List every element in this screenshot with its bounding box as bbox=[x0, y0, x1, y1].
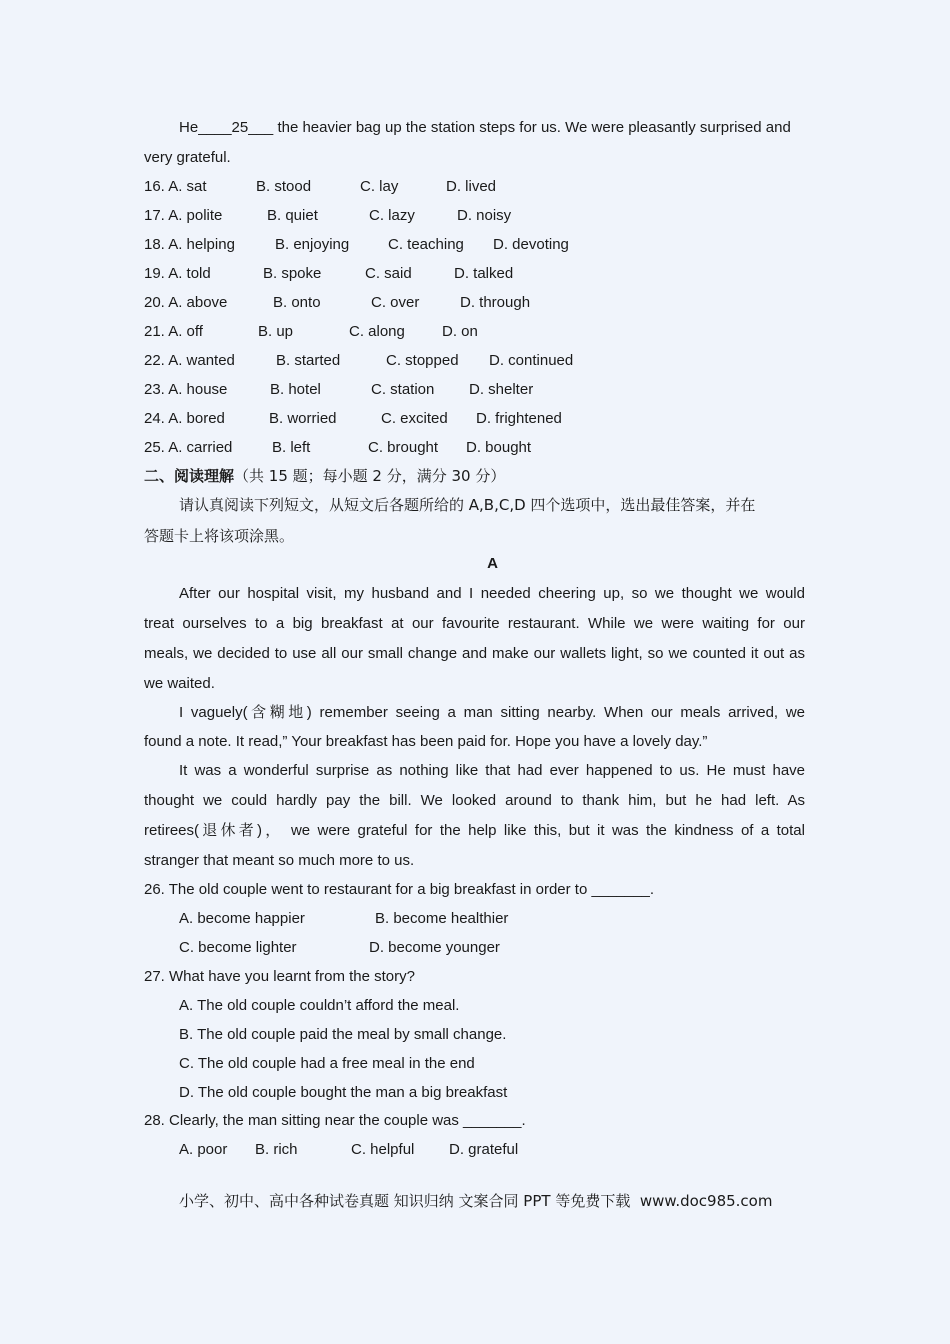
q22-d: D. continued bbox=[489, 352, 574, 369]
q19-b: B. spoke bbox=[263, 265, 322, 282]
question-26: 26. The old couple went to restaurant for a big breakfast in order to _______. bbox=[144, 881, 655, 898]
footer bbox=[179, 1191, 772, 1211]
instructions-line-1: 请认真阅读下列短文，从短文后各题所给的 A,B,C,D 四个选项中，选出最佳答案，并在 bbox=[179, 496, 756, 514]
intro-line-2: very grateful. bbox=[144, 149, 231, 166]
q19-c: C. said bbox=[365, 265, 412, 282]
q18-b: B. enjoying bbox=[275, 236, 350, 253]
q16-d: D. lived bbox=[446, 178, 497, 195]
q28-option-b: B. rich bbox=[255, 1141, 298, 1158]
passage-p1-line-4: we waited. bbox=[144, 675, 215, 692]
q25-c: C. brought bbox=[368, 439, 439, 456]
q25-a: 25. A. carried bbox=[144, 439, 233, 456]
q27-option-c: C. The old couple had a free meal in the end bbox=[179, 1055, 475, 1072]
q26-option-a: A. become happier bbox=[179, 910, 305, 927]
q22-c: C. stopped bbox=[386, 352, 459, 369]
q24-d: D. frightened bbox=[476, 410, 562, 427]
q21-d: D. on bbox=[442, 323, 478, 340]
q23-d: D. shelter bbox=[469, 381, 534, 398]
q19-d: D. talked bbox=[454, 265, 514, 282]
passage-p1-line-2: treat ourselves to a big breakfast at our favourite restaurant. While we were waiting for our bbox=[144, 615, 805, 632]
q20-c: C. over bbox=[371, 294, 420, 311]
q28-option-a: A. poor bbox=[179, 1141, 228, 1158]
q18-a: 18. A. helping bbox=[144, 236, 235, 253]
q27-option-d: D. The old couple bought the man a big breakfast bbox=[179, 1084, 508, 1101]
q25-d: D. bought bbox=[466, 439, 532, 456]
intro-line-1: He____25___ the heavier bag up the station steps for us. We were pleasantly surprised and bbox=[179, 119, 791, 136]
q23-a: 23. A. house bbox=[144, 381, 228, 398]
q17-c: C. lazy bbox=[369, 207, 415, 224]
passage-p1-line-1: After our hospital visit, my husband and I needed cheering up, so we thought we would bbox=[179, 585, 805, 602]
passage-label: A bbox=[487, 555, 498, 572]
q20-b: B. onto bbox=[273, 294, 321, 311]
q16-c: C. lay bbox=[360, 178, 399, 195]
q24-a: 24. A. bored bbox=[144, 410, 225, 427]
q25-b: B. left bbox=[272, 439, 311, 456]
passage-p3-line-2: thought we could hardly pay the bill. We looked around to thank him, but he had left. As bbox=[144, 792, 805, 809]
q23-c: C. station bbox=[371, 381, 435, 398]
q28-option-d: D. grateful bbox=[449, 1141, 519, 1158]
q21-b: B. up bbox=[258, 323, 294, 340]
question-28: 28. Clearly, the man sitting near the couple was _______. bbox=[144, 1112, 526, 1129]
q27-option-b: B. The old couple paid the meal by small change. bbox=[179, 1026, 507, 1043]
passage-p3-line-3: retirees(退休者)， we were grateful for the help like this, but it was the kindness of a total bbox=[144, 822, 805, 839]
q17-d: D. noisy bbox=[457, 207, 512, 224]
q28-option-c: C. helpful bbox=[351, 1141, 415, 1158]
passage-p3-line-4: stranger that meant so much more to us. bbox=[144, 852, 415, 869]
question-27: 27. What have you learnt from the story? bbox=[144, 968, 415, 985]
q16-a: 16. A. sat bbox=[144, 178, 207, 195]
q16-b: B. stood bbox=[256, 178, 312, 195]
instructions-line-2: 答题卡上将该项涂黑。 bbox=[144, 527, 295, 545]
blank-25: ____25___ bbox=[198, 119, 274, 136]
q23-b: B. hotel bbox=[270, 381, 321, 398]
q21-a: 21. A. off bbox=[144, 323, 203, 340]
passage-p1-line-3: meals, we decided to use all our small change and make our wallets light, so we counted it out as bbox=[144, 645, 805, 662]
passage-p3-line-1: It was a wonderful surprise as nothing like that had ever happened to us. He must have bbox=[179, 762, 805, 779]
footer-text: 小学、初中、高中各种试卷真题 知识归纳 文案合同 PPT 等免费下载 bbox=[179, 1192, 631, 1210]
q20-d: D. through bbox=[460, 294, 531, 311]
q24-b: B. worried bbox=[269, 410, 337, 427]
q20-a: 20. A. above bbox=[144, 294, 228, 311]
section-heading: 二、阅读理解（共 15 题；每小题 2 分，满分 30 分） bbox=[144, 467, 506, 485]
q22-b: B. started bbox=[276, 352, 341, 369]
q18-c: C. teaching bbox=[388, 236, 464, 253]
q18-d: D. devoting bbox=[493, 236, 569, 253]
footer-url[interactable]: www.doc985.com bbox=[639, 1192, 773, 1210]
passage-p2-line-2: found a note. It read,” Your breakfast has been paid for. Hope you have a lovely day.” bbox=[144, 733, 708, 750]
q26-option-c: C. become lighter bbox=[179, 939, 297, 956]
q21-c: C. along bbox=[349, 323, 405, 340]
q26-option-d: D. become younger bbox=[369, 939, 500, 956]
passage-p2-line-1: I vaguely(含糊地) remember seeing a man sitting nearby. When our meals arrived, we bbox=[179, 704, 805, 721]
q17-b: B. quiet bbox=[267, 207, 318, 224]
q19-a: 19. A. told bbox=[144, 265, 211, 282]
q17-a: 17. A. polite bbox=[144, 207, 223, 224]
q27-option-a: A. The old couple couldn’t afford the meal. bbox=[179, 997, 460, 1014]
q26-option-b: B. become healthier bbox=[375, 910, 509, 927]
q22-a: 22. A. wanted bbox=[144, 352, 235, 369]
q24-c: C. excited bbox=[381, 410, 448, 427]
